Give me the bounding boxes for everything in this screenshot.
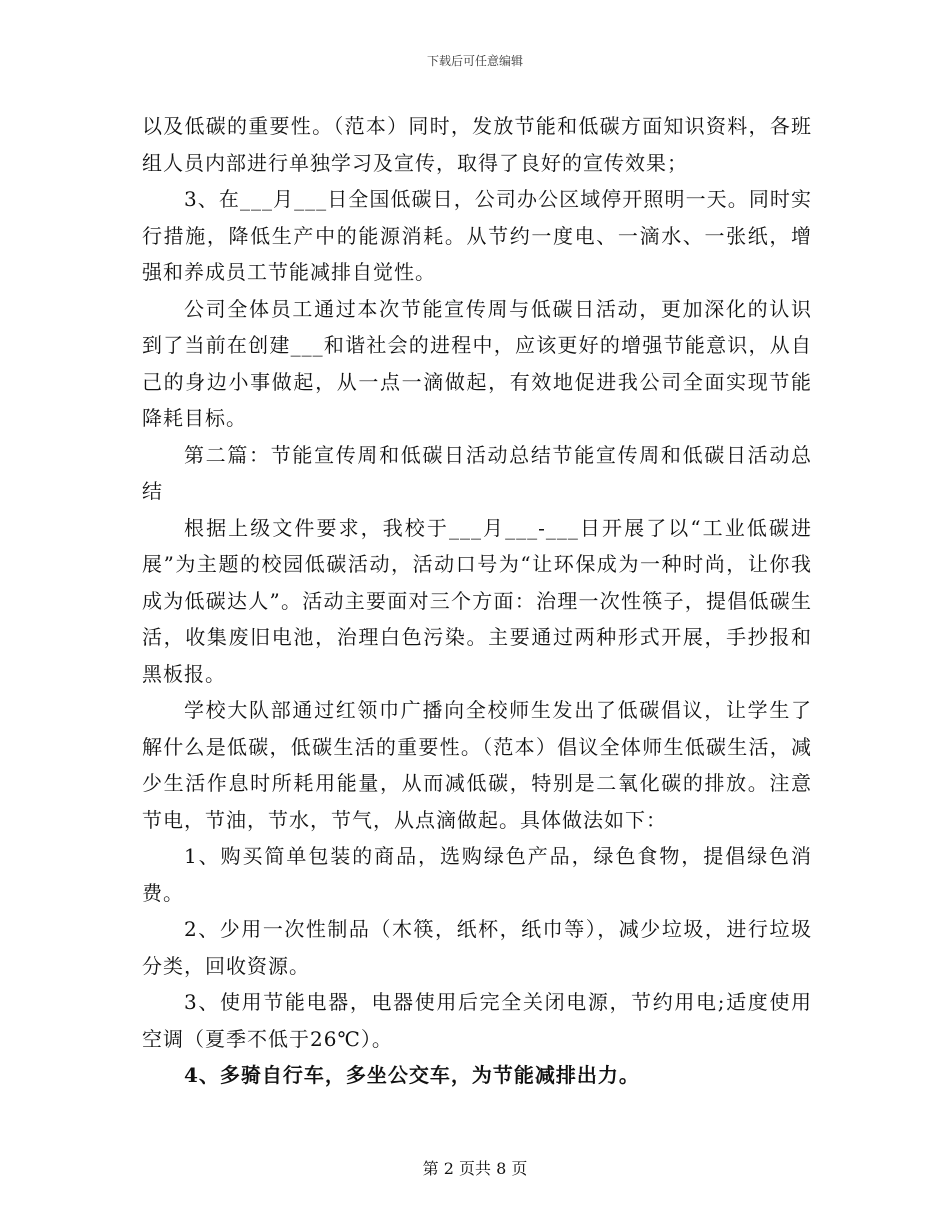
paragraph-continuation: 以及低碳的重要性。（范本）同时，发放节能和低碳方面知识资料，各班组人员内部进行单独学习及宣传，取得了良好的宣传效果；: [142, 114, 812, 175]
paragraph-item-3-low-carbon-day: 3、在___月___日全国低碳日，公司办公区域停开照明一天。同时实行措施，降低生产中的能源消耗。从节约一度电、一滴水、一张纸，增强和养成员工节能减排自觉性。: [142, 187, 812, 284]
page-header: 下载后可任意编辑: [426, 54, 523, 68]
paragraph-company-summary: 公司全体员工通过本次节能宣传周与低碳日活动，更加深化的认识到了当前在创建___和谐社会的进程中，应该更好的增强节能意识，从自己的身边小事做起，从一点一滴做起，有效地促进我公司全面实现节能降耗目标。: [142, 296, 812, 430]
page-footer: 第 2 页共 8 页: [422, 1159, 528, 1178]
list-item-4: 4、多骑自行车，多坐公交车，为节能减排出力。: [184, 1063, 640, 1087]
document-body: [142, 108, 812, 1094]
paragraph-school-activity: 根据上级文件要求，我校于___月___-___日开展了以“工业低碳进展”为主题的校园低碳活动，活动口号为“让环保成为一种时尚，让你我成为低碳达人”。活动主要面对三个方面：治理一次性筷子，提倡低碳生活，收集废旧电池，治理白色污染。主要通过两种形式开展，手抄报和黑板报。: [142, 515, 812, 686]
section-title-part-two: 第二篇：节能宣传周和低碳日活动总结节能宣传周和低碳日活动总结: [142, 442, 812, 503]
paragraph-school-initiative: 学校大队部通过红领巾广播向全校师生发出了低碳倡议，让学生了解什么是低碳，低碳生活的重要性。（范本）倡议全体师生低碳生活，减少生活作息时所耗用能量，从而减低碳，特别是二氧化碳的排放。注意节电，节油，节水，节气，从点滴做起。具体做法如下：: [142, 698, 812, 832]
list-item-3: 3、使用节能电器，电器使用后完全关闭电源，节约用电;适度使用空调（夏季不低于26℃）。: [142, 990, 812, 1051]
list-item-1: 1、购买简单包装的商品，选购绿色产品，绿色食物，提倡绿色消费。: [142, 844, 812, 905]
list-item-2: 2、少用一次性制品（木筷，纸杯，纸巾等），减少垃圾，进行垃圾分类，回收资源。: [142, 917, 812, 978]
